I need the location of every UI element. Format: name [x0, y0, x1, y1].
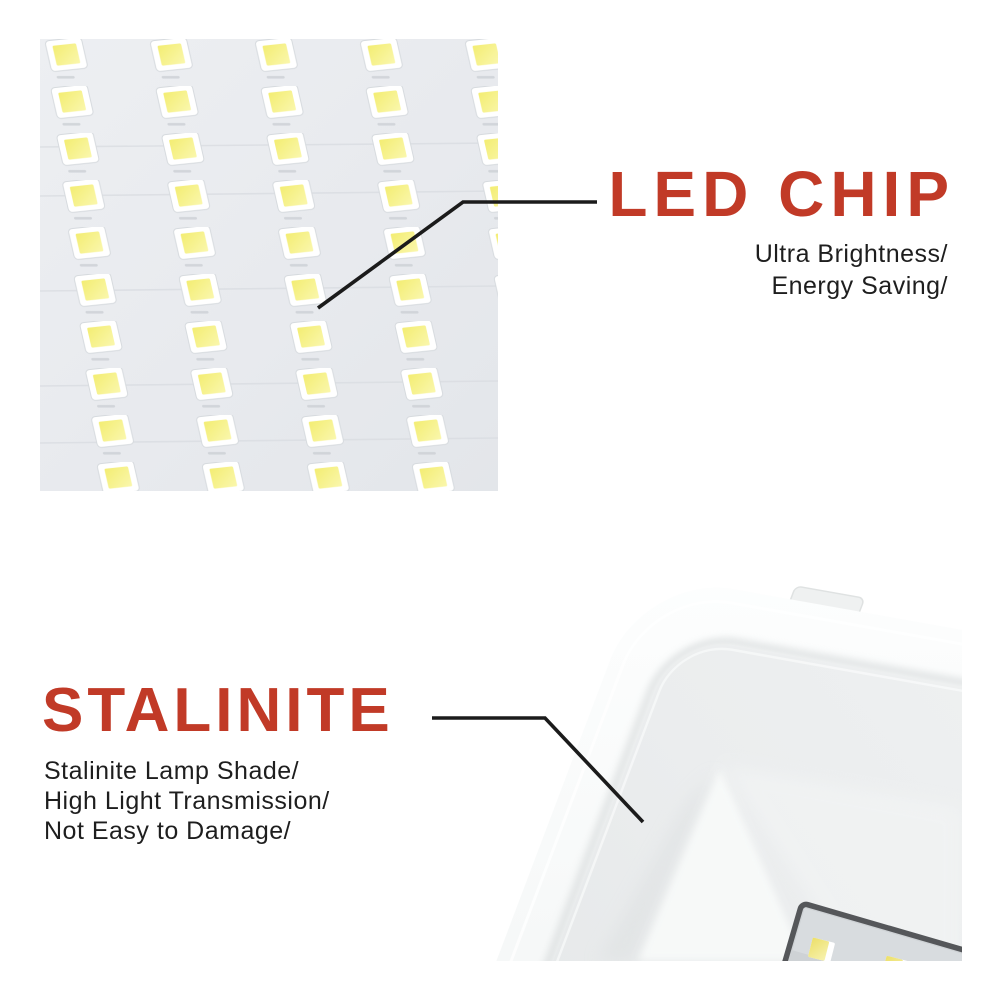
stalinite-features — [42, 756, 394, 846]
led-chip-section — [608, 158, 955, 302]
feature-line: High Light Transmission/ — [44, 787, 330, 815]
floodlight-photo — [420, 558, 962, 961]
feature-line: Not Easy to Damage/ — [44, 817, 292, 845]
feature-line: Ultra Brightness/ — [754, 240, 948, 268]
stalinite-section — [42, 676, 394, 846]
stalinite-title: STALINITE — [42, 676, 394, 745]
led-panel-graphic — [40, 39, 498, 491]
floodlight-graphic — [420, 558, 962, 961]
feature-line: Stalinite Lamp Shade/ — [44, 757, 300, 785]
feature-line: Energy Saving/ — [771, 272, 948, 300]
led-panel-photo — [40, 39, 498, 491]
led-chip-features — [608, 238, 955, 302]
led-chip-title: LED CHIP — [608, 158, 955, 230]
